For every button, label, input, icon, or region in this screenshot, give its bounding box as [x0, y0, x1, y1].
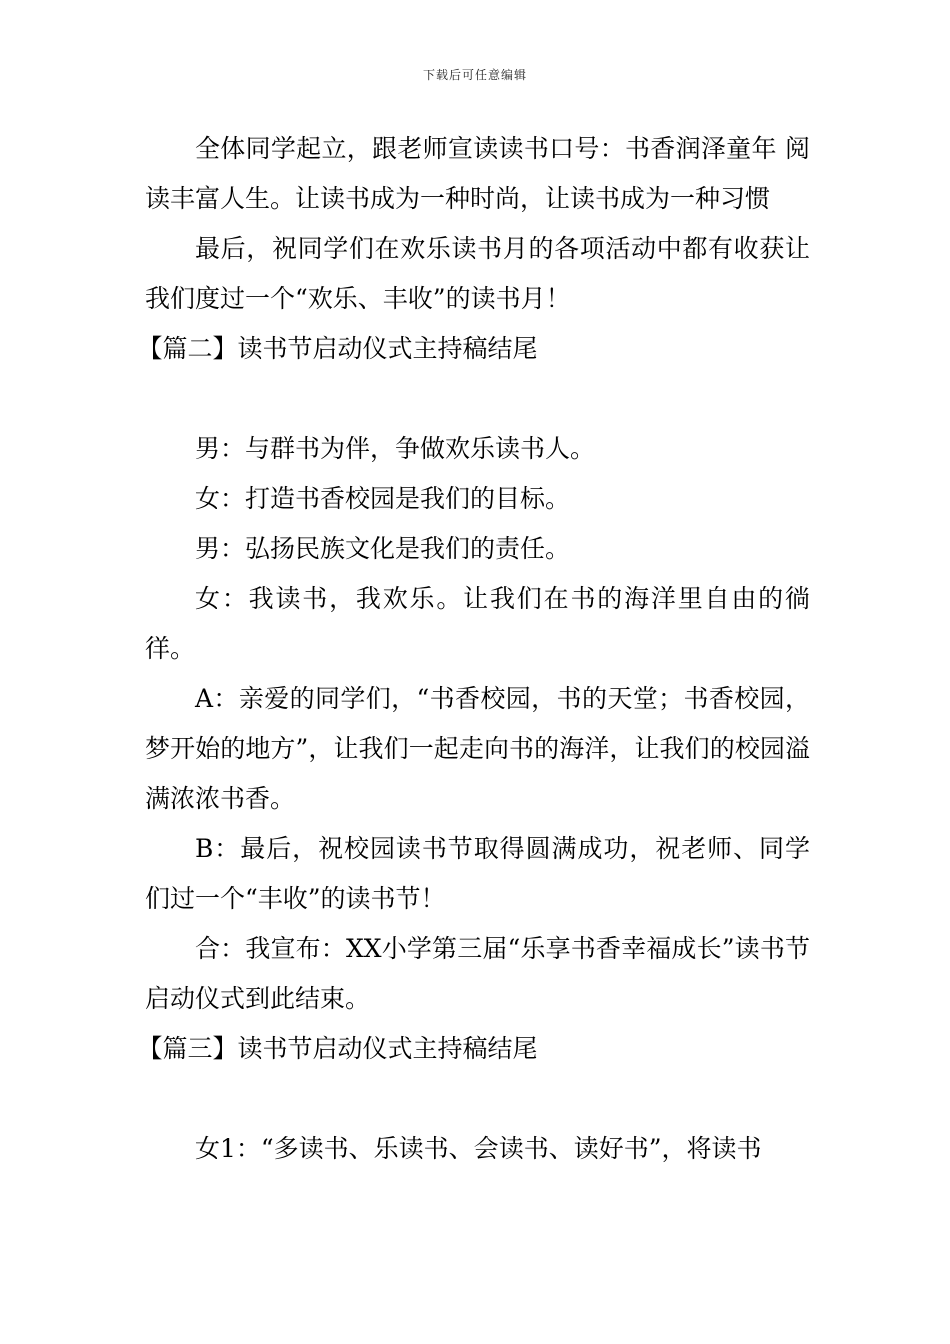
paragraph-together: 合：我宣布：XX小学第三届“乐享书香幸福成长”读书节启动仪式到此结束。 — [145, 934, 810, 1013]
paragraph-host-b: B：最后，祝校园读书节取得圆满成功，祝老师、同学们过一个“丰收”的读书节！ — [145, 834, 810, 913]
section-heading-3: 【篇三】读书节启动仪式主持稿结尾 — [137, 1034, 538, 1063]
paragraph-female-1-part3: 女1：“多读书、乐读书、会读书、读好书”，将读书 — [195, 1134, 762, 1163]
paragraph-slogan: 全体同学起立，跟老师宣读读书口号：书香润泽童年 阅读丰富人生。让读书成为一种时尚，让读书成为一种习惯 — [145, 134, 810, 213]
paragraph-closing-wish: 最后，祝同学们在欢乐读书月的各项活动中都有收获让我们度过一个“欢乐、丰收”的读书月！ — [145, 234, 810, 313]
paragraph-host-a: A：亲爱的同学们，“书香校园，书的天堂；书香校园，梦开始的地方”，让我们一起走向书的海洋，让我们的校园溢满浓浓书香。 — [145, 684, 810, 813]
spacer — [145, 374, 810, 424]
section-heading-2: 【篇二】读书节启动仪式主持稿结尾 — [137, 334, 538, 363]
paragraph-female-2: 女：我读书，我欢乐。让我们在书的海洋里自由的徜徉。 — [145, 584, 810, 663]
header-note: 下载后可任意编辑 — [422, 68, 527, 82]
spacer — [145, 1074, 810, 1124]
document-body — [137, 124, 810, 1174]
paragraph-male-2: 男：弘扬民族文化是我们的责任。 — [195, 534, 571, 563]
paragraph-male-1: 男：与群书为伴，争做欢乐读书人。 — [195, 434, 596, 463]
paragraph-female-1: 女：打造书香校园是我们的目标。 — [195, 484, 571, 513]
